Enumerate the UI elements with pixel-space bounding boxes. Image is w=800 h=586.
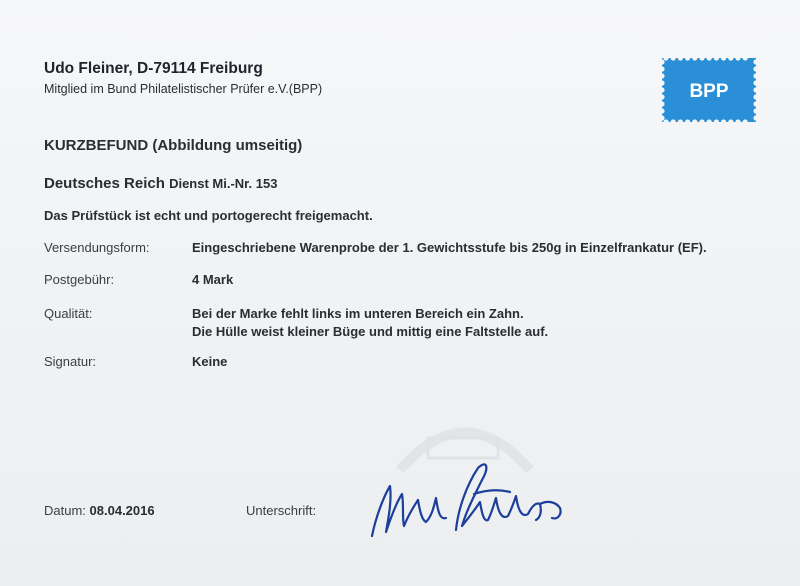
versand-label: Versendungsform: <box>44 240 150 255</box>
versand-value: Eingeschriebene Warenprobe der 1. Gewichtsstufe bis 250g in Einzelfrankatur (EF). <box>192 240 707 255</box>
signature-label: Unterschrift: <box>246 503 317 518</box>
date-label: Datum: <box>44 503 86 518</box>
bpp-logo-text: BPP <box>689 81 729 102</box>
signatur-label: Signatur: <box>44 354 97 369</box>
qualitaet-line-2: Die Hülle weist kleiner Büge und mittig eine Faltstelle auf. <box>192 324 549 339</box>
date-value: 08.04.2016 <box>89 503 155 518</box>
bpp-logo-icon <box>662 58 756 122</box>
verdict-text: Das Prüfstück ist echt und portogerecht freigemacht. <box>44 208 373 223</box>
date-field <box>44 503 155 518</box>
handwritten-signature <box>362 456 584 544</box>
stamp-subject <box>44 175 277 192</box>
association-line: Mitglied im Bund Philatelistischer Prüfer e.V.(BPP) <box>44 82 323 96</box>
subject-detail: Dienst Mi.-Nr. 153 <box>169 176 278 191</box>
subject-main: Deutsches Reich <box>44 175 165 192</box>
qualitaet-line-1: Bei der Marke fehlt links im unteren Bereich ein Zahn. <box>192 306 524 321</box>
qualitaet-label: Qualität: <box>44 306 93 321</box>
signatur-value: Keine <box>192 354 228 369</box>
report-title: KURZBEFUND (Abbildung umseitig) <box>44 137 303 154</box>
postgebuehr-label: Postgebühr: <box>44 272 115 287</box>
postgebuehr-value: 4 Mark <box>192 272 234 287</box>
examiner-name: Udo Fleiner, D-79114 Freiburg <box>44 60 263 77</box>
